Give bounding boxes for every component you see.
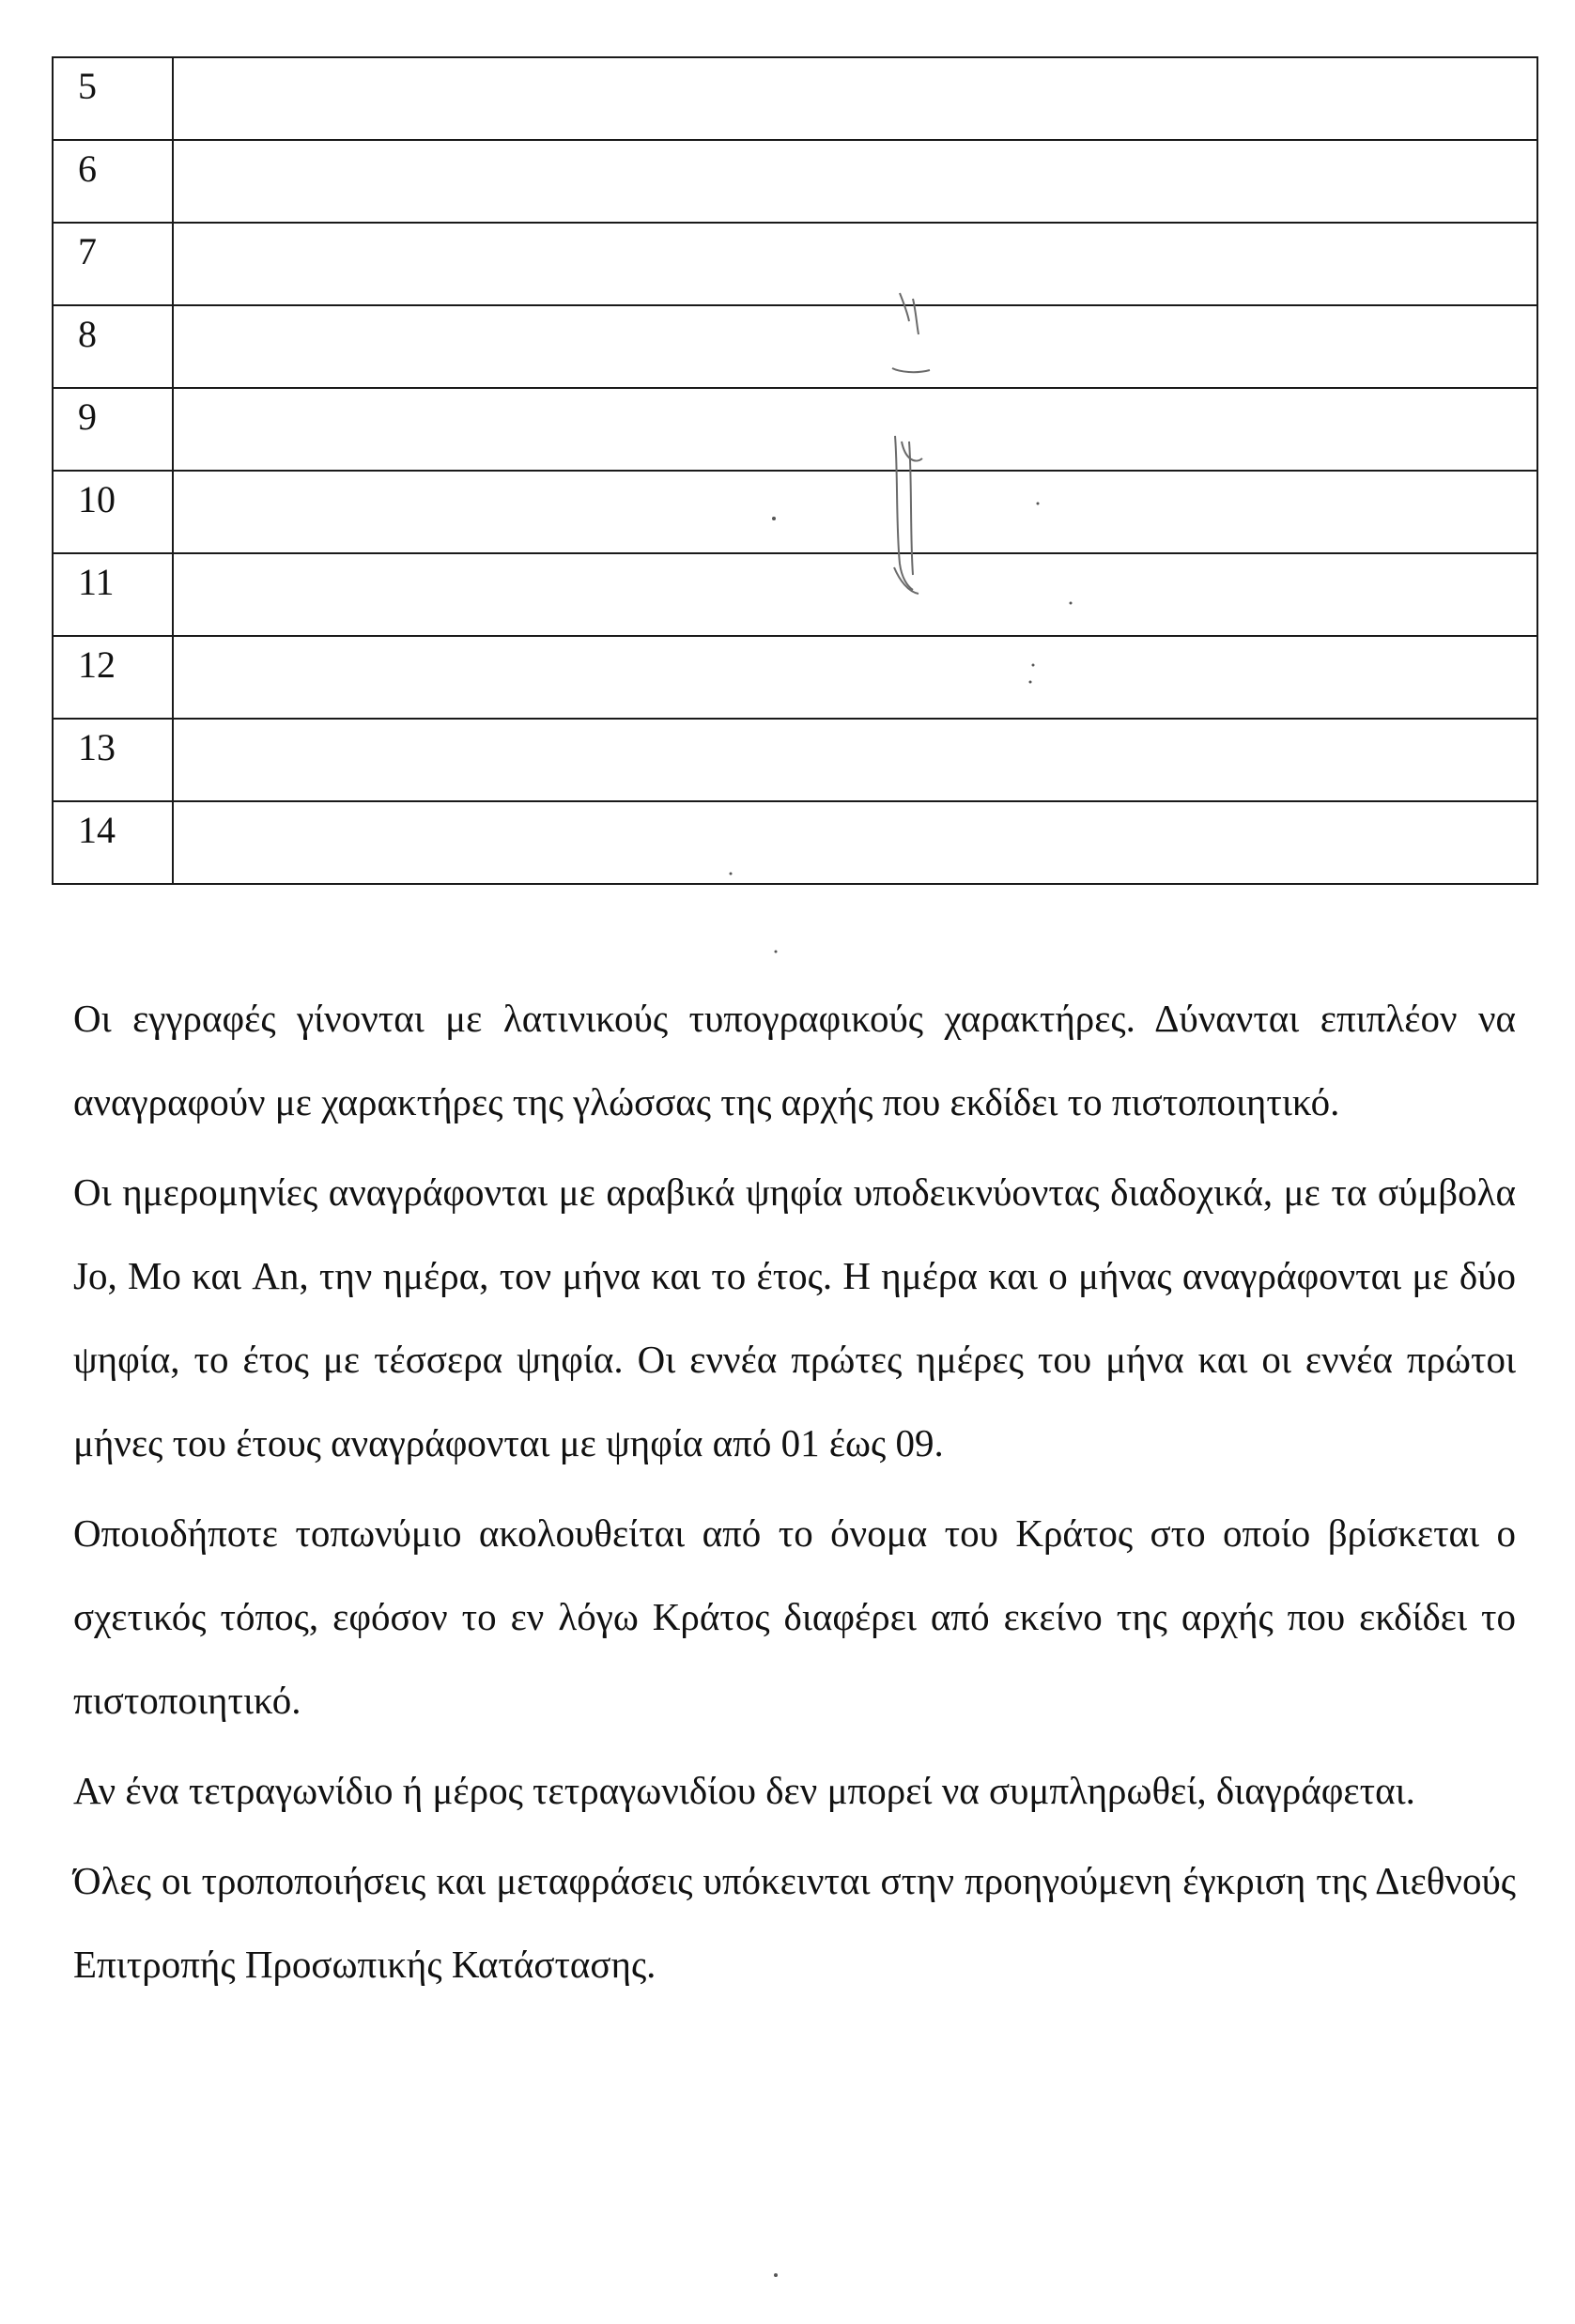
- table-row: [53, 801, 1537, 884]
- note-paragraph: Αν ένα τετραγωνίδιο ή μέρος τετραγωνιδίου δεν μπορεί να συμπληρωθεί, διαγράφεται.: [73, 1769, 1415, 1812]
- row-number: 13: [53, 719, 173, 801]
- table-row: [53, 719, 1537, 801]
- table-row: [53, 636, 1537, 719]
- row-number: 8: [53, 305, 173, 388]
- table-row: [53, 140, 1537, 223]
- note-paragraph: Οι εγγραφές γίνονται με λατινικούς τυπογραφικούς χαρακτήρες. Δύνανται επιπλέον να αναγραφούν με χαρακτήρες της γλώσσας της αρχής που εκδίδει το πιστοποιητικό.: [73, 997, 1516, 1123]
- row-field: [173, 140, 1537, 223]
- row-number: 7: [53, 223, 173, 305]
- table-row: [53, 553, 1537, 636]
- note-paragraph: Όλες οι τροποποιήσεις και μεταφράσεις υπόκεινται στην προηγούμενη έγκριση της Διεθνούς Επιτροπής Προσωπικής Κατάστασης.: [73, 1859, 1516, 1986]
- table-row: [53, 57, 1537, 140]
- row-field: [173, 305, 1537, 388]
- row-field: [173, 388, 1537, 471]
- row-number: 12: [53, 636, 173, 719]
- row-field: [173, 719, 1537, 801]
- note-paragraph: Οποιοδήποτε τοπωνύμιο ακολουθείται από το όνομα του Κράτος στο οποίο βρίσκεται ο σχετικός τόπος, εφόσον το εν λόγω Κράτος διαφέρει από εκείνο της αρχής που εκδίδει το πιστοποιητικό.: [73, 1511, 1516, 1722]
- table-row: [53, 223, 1537, 305]
- row-field: [173, 553, 1537, 636]
- row-field: [173, 57, 1537, 140]
- row-field: [173, 223, 1537, 305]
- table-row: [53, 388, 1537, 471]
- table-row: [53, 471, 1537, 553]
- row-number: 5: [53, 57, 173, 140]
- form-table: [52, 56, 1538, 885]
- row-field: [173, 801, 1537, 884]
- row-number: 9: [53, 388, 173, 471]
- note-paragraph: Οι ημερομηνίες αναγράφονται με αραβικά ψηφία υποδεικνύοντας διαδοχικά, με τα σύμβολα Jo, Mo και An, την ημέρα, τον μήνα και το έτος. Η ημέρα και ο μήνας αναγράφονται με δύο ψηφία, το έτος με τέσσερα ψηφία. Οι εννέα πρώτες ημέρες του μήνα και οι εννέα πρώτοι μήνες του έτους αναγράφονται με ψηφία από 01 έως 09.: [73, 1170, 1516, 1464]
- row-number: 10: [53, 471, 173, 553]
- row-number: 11: [53, 553, 173, 636]
- row-field: [173, 471, 1537, 553]
- table-row: [53, 305, 1537, 388]
- row-number: 14: [53, 801, 173, 884]
- row-number: 6: [53, 140, 173, 223]
- notes-section: [73, 977, 1516, 2013]
- row-field: [173, 636, 1537, 719]
